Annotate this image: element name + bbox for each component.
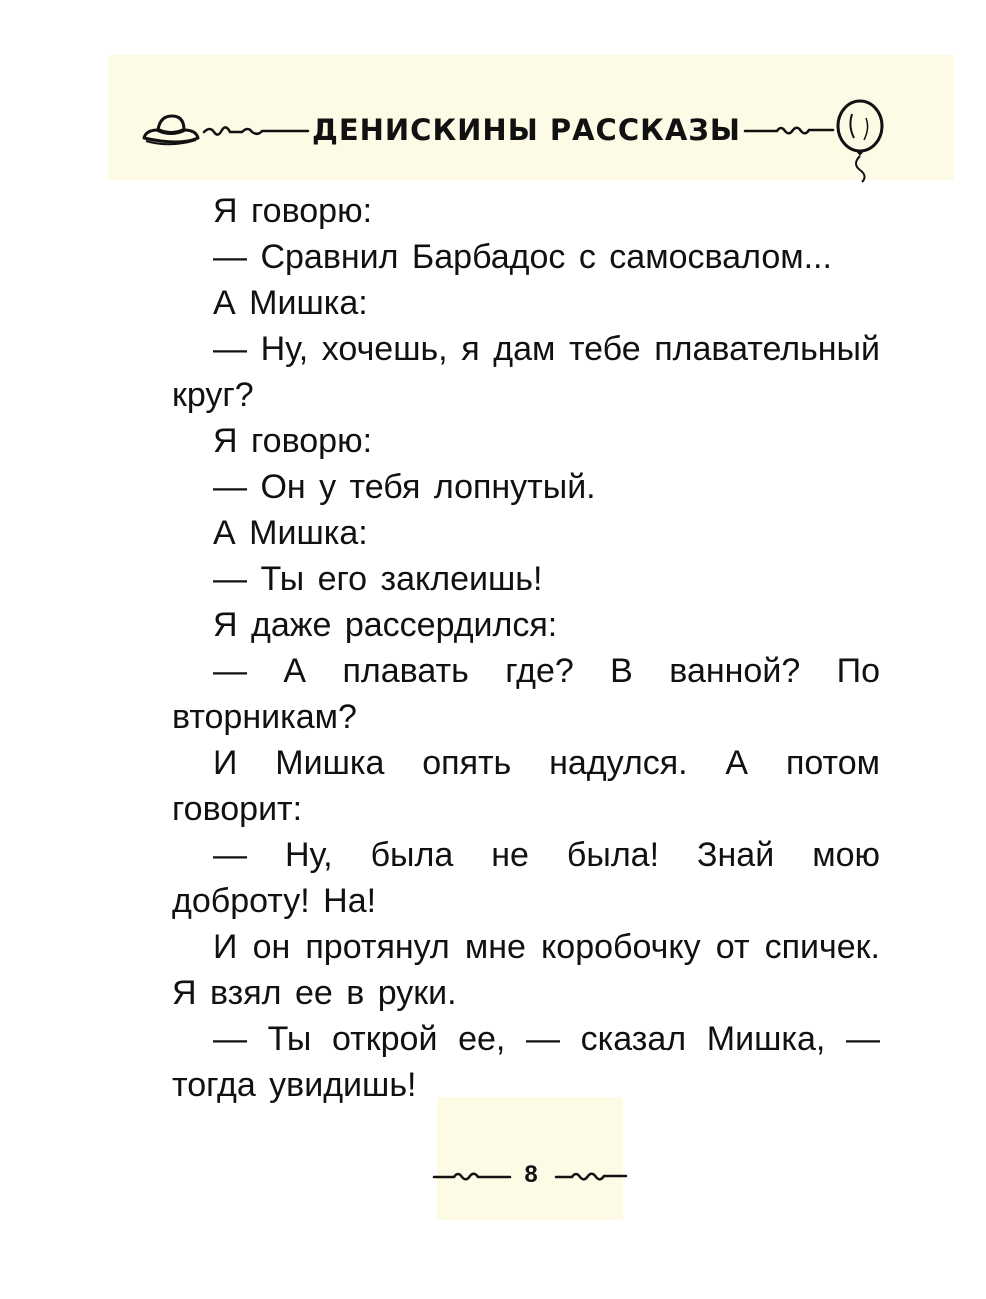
balloon-icon — [830, 98, 890, 184]
decorative-scribble-left — [202, 120, 310, 140]
paragraph: — Сравнил Барбадос с самосвалом... — [213, 238, 832, 276]
paragraph: — Ну, была не была! Знай мою доброту! На! — [172, 836, 880, 920]
paragraph: Я говорю: — [213, 422, 373, 460]
footer-background — [437, 1097, 623, 1220]
running-header — [140, 98, 900, 178]
paragraph: Я говорю: — [213, 192, 373, 230]
decorative-scribble-right — [554, 1166, 628, 1186]
page-footer — [432, 1160, 632, 1190]
paragraph: — Ну, хочешь, я дам тебе плавательный круг? — [172, 330, 880, 414]
story-text — [172, 188, 880, 1108]
paragraph: И Мишка опять надулся. А потом говорит: — [172, 744, 880, 828]
paragraph: А Мишка: — [213, 514, 368, 552]
paragraph: Я даже рассердился: — [213, 606, 558, 644]
paragraph: — А плавать где? В ванной? По вторникам? — [172, 652, 880, 736]
paragraph: А Мишка: — [213, 284, 368, 322]
paragraph: И он протянул мне коробочку от спичек. Я взял ее в руки. — [172, 928, 880, 1012]
paragraph: — Он у тебя лопнутый. — [213, 468, 596, 506]
page-number: 8 — [524, 1161, 538, 1188]
decorative-scribble-left — [432, 1166, 512, 1186]
paragraph: — Ты открой ее, — сказал Мишка, — тогда увидишь! — [172, 1020, 880, 1104]
book-title: ДЕНИСКИНЫ РАССКАЗЫ — [312, 113, 741, 147]
hat-icon — [140, 108, 202, 152]
decorative-scribble-right — [743, 120, 835, 140]
paragraph: — Ты его заклеишь! — [213, 560, 543, 598]
